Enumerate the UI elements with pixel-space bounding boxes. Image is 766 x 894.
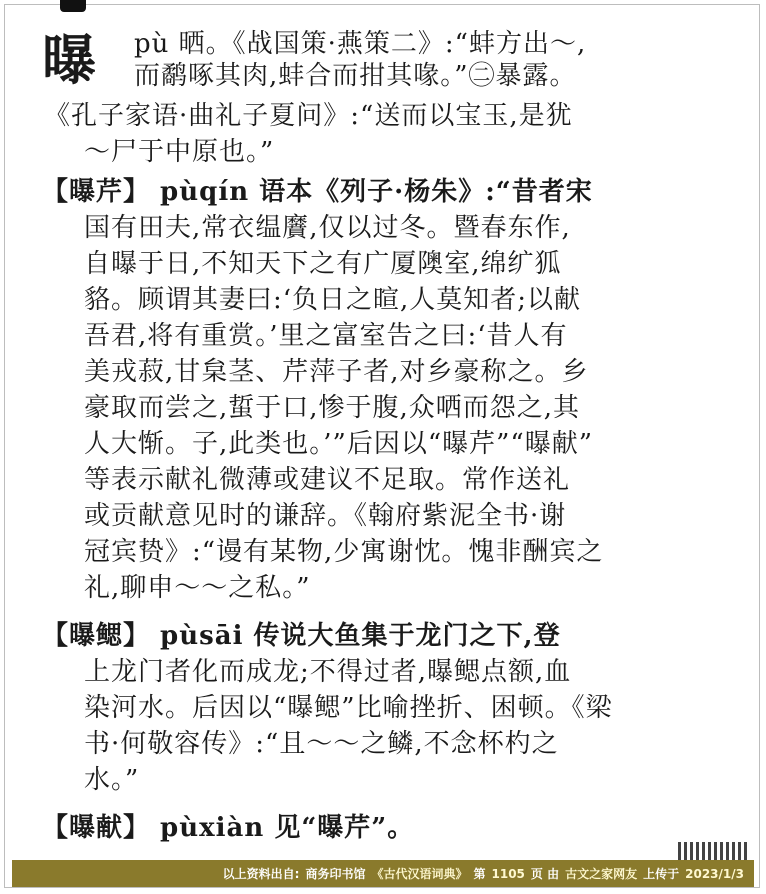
definition-line: 《孔子家语·曲礼子夏问》:“送而以宝玉,是犹 [44, 101, 573, 131]
footer-uploader-link[interactable]: 古文之家网友 [565, 867, 638, 881]
definition-line: 美戎菽,甘枲茎、芹萍子者,对乡豪称之。乡 [84, 357, 589, 387]
source-footer [12, 860, 754, 887]
definition-line: 豪取而尝之,蜇于口,惨于腹,众哂而怨之,其 [84, 393, 581, 423]
definition-line: 貉。顾谓其妻曰:‘负日之暄,人莫知者;以献 [84, 285, 582, 315]
definition-line: 冠宾贽》:“谩有某物,少寓谢忱。愧非酬宾之 [84, 537, 604, 567]
scan-mark [60, 0, 86, 12]
definition-line: 而鹬啄其肉,蚌合而拑其喙。”㊁暴露。 [134, 61, 577, 91]
entry-pu-sai: 【曝鳃】 pùsāi 传说大鱼集于龙门之下,登 [42, 621, 561, 651]
footer-book-link[interactable]: 《古代汉语词典》 [371, 867, 468, 881]
definition-line: pù 晒。《战国策·燕策二》:“蚌方出～, [134, 29, 587, 59]
definition-line: 染河水。后因以“曝鳃”比喻挫折、困顿。《梁 [84, 693, 613, 723]
definition-line: 国有田夫,常衣缊黂,仅以过冬。暨春东作, [84, 213, 571, 243]
footer-date: 2023/1/3 [685, 866, 744, 881]
definition-line: 或贡献意见时的谦辞。《翰府紫泥全书·谢 [84, 501, 567, 531]
definition-line: 礼,聊申～～之私。” [84, 573, 311, 603]
headword-character: 曝 [42, 28, 96, 92]
definition-line: 吾君,将有重赏。’里之富室告之曰:‘昔人有 [84, 321, 568, 351]
entry-pu-xian: 【曝献】 pùxiàn 见“曝芹”。 [42, 813, 415, 843]
scan-artifact [678, 842, 748, 860]
footer-source-label: 以上资料出自: [222, 867, 300, 881]
footer-publisher: 商务印书馆 [305, 867, 366, 881]
footer-page-unit: 页 由 [530, 867, 560, 881]
definition-line: 书·何敬容传》:“且～～之鳞,不念杯杓之 [84, 729, 559, 759]
footer-page-label: 第 [473, 867, 486, 881]
definition-line: 水。” [84, 765, 140, 795]
definition-line: 等表示献礼微薄或建议不足取。常作送礼 [84, 465, 571, 495]
footer-page-number: 1105 [491, 866, 525, 881]
definition-line: 上龙门者化而成龙;不得过者,曝鳃点额,血 [84, 657, 572, 687]
definition-line: 人大惭。子,此类也。’”后因以“曝芹”“曝献” [84, 429, 593, 459]
entry-pu-qin: 【曝芹】 pùqín 语本《列子·杨朱》:“昔者宋 [42, 177, 593, 207]
definition-line: 自曝于日,不知天下之有广厦隩室,绵纩狐 [84, 249, 562, 279]
footer-upload-label: 上传于 [643, 867, 680, 881]
definition-line: ～尸于中原也。” [84, 137, 275, 167]
